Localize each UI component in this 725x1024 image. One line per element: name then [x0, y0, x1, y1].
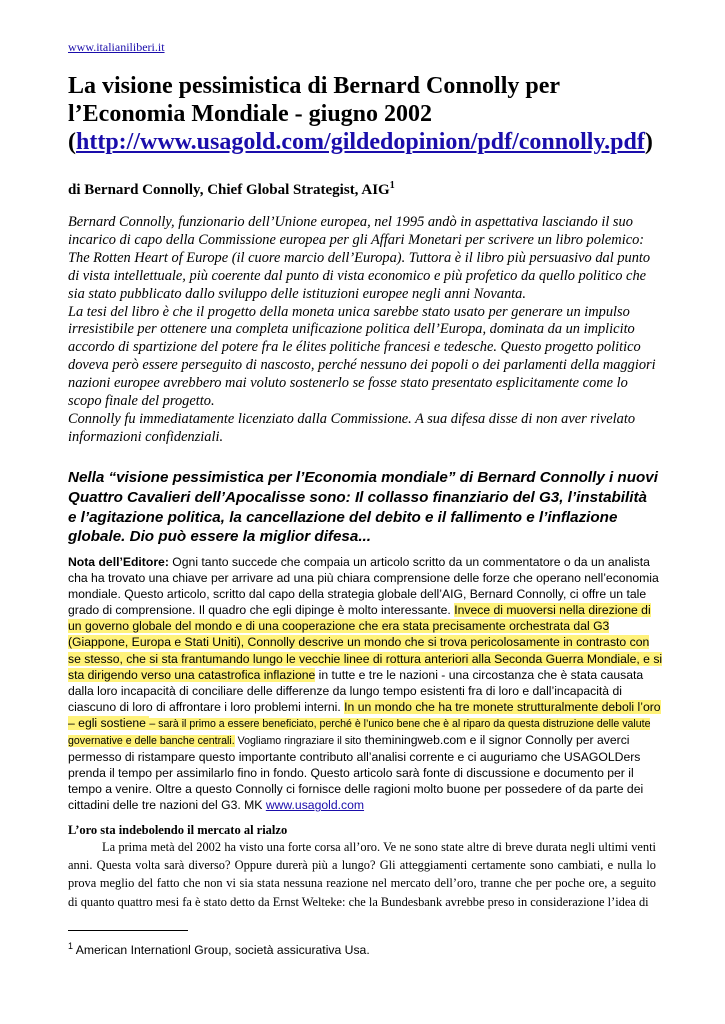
editor-note-label: Nota dell’Editore: [68, 555, 169, 569]
intro-paragraph: Connolly fu immediatamente licenziato dalla Commissione. A sua difesa disse di non aver rivelato informazioni confidenziali. [68, 410, 636, 445]
editor-note-text-small: Vogliamo ringraziare il sito [234, 735, 362, 748]
editor-note-text: Ogni tanto succede che compaia un articolo scritto da un commentatore o da un analista cha ha trovato una chiave per arrivare ad una più chiara comprensione delle forze che operano nell’economia mondiale. Questo articolo, scritto dal capo della strategia globale dell’AIG, Bernard Connolly, ci offre un tale grado di comprensione. Il quadro che egli dipinge è molto interessante. [68, 555, 659, 618]
summary-heading: Nella “visione pessimistica per l’Economia mondiale” di Bernard Connolly i nuovi Quattro Cavalieri dell’Apocalisse sono: Il collasso finanziario del G3, l’instabilità e l’agitazione politica, la cancellazione del debito e il fallimento e l’inflazione globale. Dio può essere la miglior difesa... [68, 469, 658, 546]
editor-note-text: theminingweb.com e il signor Connolly per averci permesso di ristampare questo importante contributo all’analisi corrente e ci auguriamo che USAGOLDers prenda il tempo per assimilarlo fino in fondo. Questo articolo sarà fonte di discussione e documento per il tempo a venire. Oltre a questo Connolly ci fornisce delle ragioni molto buone per possedere of da parte dei cittadini delle tre nazioni del G3. MK [68, 733, 644, 813]
section-body [68, 838, 656, 911]
source-open-paren: ( [68, 129, 76, 155]
editor-note-text: in tutte e tre le nazioni - una circostanza che è stata causata dalla loro incapacità di conciliare delle differenze da lungo tempo esistenti fra di loro e dall’incapacità di ciascuno di loro di affrontare i loro problemi interni. [68, 667, 644, 714]
footnote [68, 941, 668, 957]
usagold-link[interactable]: www.usagold.com [265, 798, 365, 813]
footnote-ref[interactable]: 1 [389, 180, 395, 191]
title-text: La visione pessimistica di Bernard Connolly per l’Economia Mondiale - giugno 2002 [68, 73, 560, 127]
highlighted-text: In un mondo che ha tre monete strutturalmente deboli l’oro – egli sostiene [68, 699, 661, 730]
intro-paragraph: Bernard Connolly, funzionario dell’Unione europea, nel 1995 andò in aspettativa lasciando il suo incarico di capo della Commissione europea per gli Affari Monetari per scrivere un libro polemico: The Rotten Heart of Europe (il cuore marcio dell’Europa). Tuttora è il libro più persuasivo dal punto di vista intellettuale, più coerente dal punto di vista economico e più profetico da quello politico che sia stato pubblicato dallo sviluppo delle istituzioni europee negli anni Novanta. [68, 214, 651, 302]
article-title [68, 72, 668, 156]
source-close-paren: ) [644, 129, 653, 155]
intro-text [68, 214, 658, 447]
footnote-text: American Internationl Group, società assicurativa Usa. [73, 943, 370, 958]
highlighted-text-small: – sarà il primo a essere beneficiato, perché è l’unico bene che è al riparo da questa distruzione delle valute governative e delle banche centrali. [68, 717, 651, 748]
section-heading: L’oro sta indebolendo il mercato al rialzo [68, 823, 288, 837]
source-url-link[interactable]: http://www.usagold.com/gildedopinion/pdf/connolly.pdf [76, 129, 645, 155]
highlighted-text: Invece di muoversi nella direzione di un governo globale del mondo e di una cooperazione che era stata precisamente orchestrata dal G3 (Giappone, Europa e Stati Uniti), Connolly descrive un mondo che si trova pericolosamente in contrasto con se stesso, che si sta frantumando lungo le vecchie linee di rottura anteriori alla Seconda Guerra Mondiale, e si sta dirigendo verso una catastrofica inflazione [68, 603, 663, 682]
intro-paragraph: La tesi del libro è che il progetto della moneta unica sarebbe stato usato per generare un impulso irresistibile per ottenere una completa unificazione politica dell’Europa, dominata da un implicito accordo di spartizione del potere fra le élites politiche francesi e tedesche. Questo progetto politico doveva però essere perseguito di nascosto, perché nessuno dei popoli o dei parlamenti della maggiori nazioni europee avrebbero mai voluto sostenerlo se fosse stato presentato esplicitamente come lo scopo finale del progetto. [68, 303, 656, 410]
byline [68, 180, 668, 199]
byline-text: di Bernard Connolly, Chief Global Strategist, AIG [68, 182, 390, 198]
site-link[interactable]: www.italianiliberi.it [68, 40, 165, 54]
footnote-number: 1 [68, 941, 74, 951]
editor-note [68, 554, 664, 814]
section-body-text: La prima metà del 2002 ha visto una forte corsa all’oro. Ve ne sono state altre di breve durata negli ultimi venti anni. Questa volta sarà diverso? Oppure durerà più a lungo? Gli atteggiamenti certamente sono cambiati, e nulla lo prova meglio del fatto che non vi sia stata nessuna reazione nel mercato dell’oro, tranne che per poche ore, a seguito di quanto quattro mesi fa è stato detto da Ernst Welteke: che la Bundesbank avrebbe preso in considerazione l’idea di [68, 840, 656, 909]
footnote-divider [68, 930, 188, 931]
